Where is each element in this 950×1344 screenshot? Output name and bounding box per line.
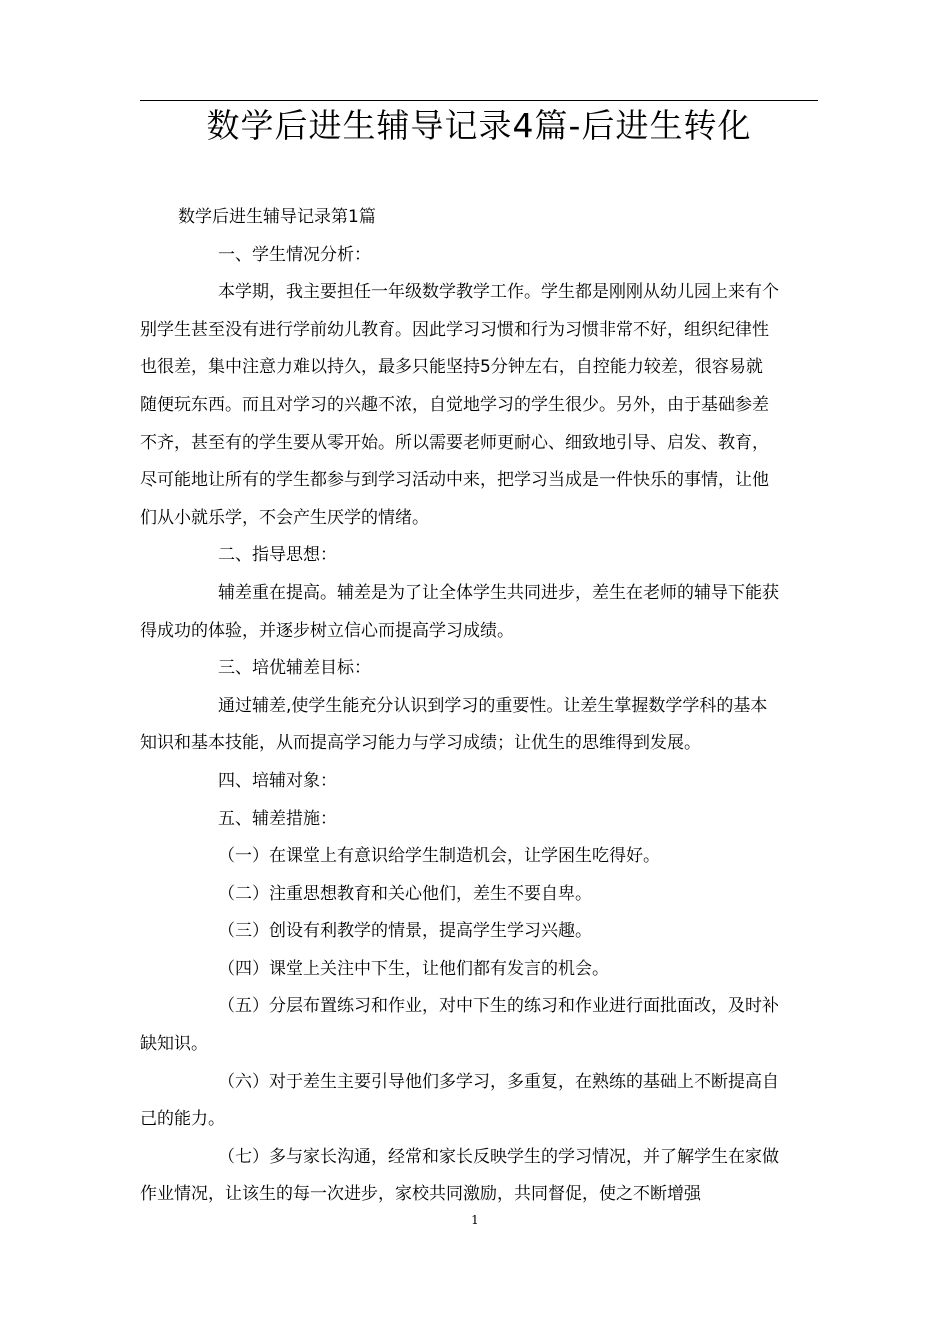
document-body xyxy=(140,199,818,1214)
list-item: （四）课堂上关注中下生，让他们都有发言的机会。 xyxy=(218,958,609,979)
paragraph-line: 别学生甚至没有进行学前幼儿教育。因此学习习惯和行为习惯非常不好，组织纪律性 xyxy=(140,319,769,340)
section-heading: 三、培优辅差目标： xyxy=(218,658,371,679)
paragraph-line: 也很差，集中注意力难以持久，最多只能坚持5分钟左右，自控能力较差，很容易就 xyxy=(140,357,763,378)
page-number: 1 xyxy=(471,1213,479,1227)
section-heading: 四、培辅对象： xyxy=(218,770,337,791)
list-item: （三）创设有利教学的情景，提高学生学习兴趣。 xyxy=(218,921,592,942)
header-rule xyxy=(140,100,818,101)
section-heading: 一、学生情况分析： xyxy=(218,244,371,265)
document-title: 数学后进生辅导记录4篇-后进生转化 xyxy=(206,106,752,145)
list-item-continuation: 作业情况，让该生的每一次进步，家校共同激励，共同督促，使之不断增强 xyxy=(140,1184,701,1205)
paragraph-line: 知识和基本技能，从而提高学习能力与学习成绩；让优生的思维得到发展。 xyxy=(140,733,701,754)
list-item: （五）分层布置练习和作业，对中下生的练习和作业进行面批面改，及时补 xyxy=(218,996,779,1017)
list-item-continuation: 己的能力。 xyxy=(140,1109,225,1130)
paragraph-line: 尽可能地让所有的学生都参与到学习活动中来，把学习当成是一件快乐的事情，让他 xyxy=(140,470,769,491)
list-item: （七）多与家长沟通，经常和家长反映学生的学习情况，并了解学生在家做 xyxy=(218,1146,779,1167)
paragraph-line: 本学期，我主要担任一年级数学教学工作。学生都是刚刚从幼儿园上来有个 xyxy=(218,282,779,303)
list-item: （一）在课堂上有意识给学生制造机会，让学困生吃得好。 xyxy=(218,846,660,867)
section-heading: 二、指导思想： xyxy=(218,545,337,566)
list-item: （二）注重思想教育和关心他们，差生不要自卑。 xyxy=(218,883,592,904)
section-heading: 五、辅差措施： xyxy=(218,808,337,829)
subtitle-line: 数学后进生辅导记录第1篇 xyxy=(178,207,376,227)
paragraph-line: 辅差重在提高。辅差是为了让全体学生共同进步，差生在老师的辅导下能获 xyxy=(218,582,779,603)
paragraph-line: 得成功的体验，并逐步树立信心而提高学习成绩。 xyxy=(140,620,514,641)
list-item: （六）对于差生主要引导他们多学习，多重复，在熟练的基础上不断提高自 xyxy=(218,1071,779,1092)
paragraph-line: 们从小就乐学，不会产生厌学的情绪。 xyxy=(140,507,429,528)
paragraph-line: 随便玩东西。而且对学习的兴趣不浓，自觉地学习的学生很少。另外，由于基础参差 xyxy=(140,394,769,415)
paragraph-line: 不齐，甚至有的学生要从零开始。所以需要老师更耐心、细致地引导、启发、教育， xyxy=(140,432,769,453)
paragraph-line: 通过辅差,使学生能充分认识到学习的重要性。让差生掌握数学学科的基本 xyxy=(218,695,768,716)
list-item-continuation: 缺知识。 xyxy=(140,1034,208,1055)
